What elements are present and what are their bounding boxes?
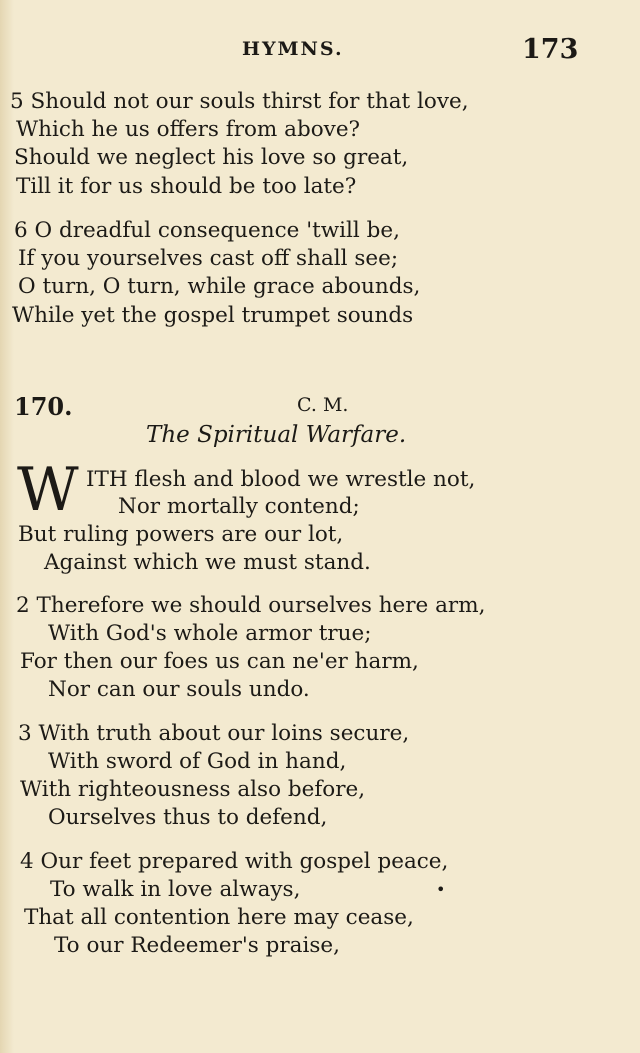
verse-line: Till it for us should be too late? xyxy=(16,174,357,199)
verse-line: Which he us offers from above? xyxy=(16,117,361,142)
verse-line: That all contention here may cease, xyxy=(24,905,414,930)
running-title: HYMNS. xyxy=(242,38,344,60)
page-gutter xyxy=(0,0,14,1053)
verse-line: But ruling powers are our lot, xyxy=(18,522,344,547)
verse-line: Against which we must stand. xyxy=(44,550,371,575)
verse-line: ITH flesh and blood we wrestle not, xyxy=(86,467,476,492)
verse-line: Nor can our souls undo. xyxy=(48,677,310,702)
verse-line: While yet the gospel trumpet sounds xyxy=(12,303,414,328)
verse-line: Nor mortally contend; xyxy=(118,494,360,519)
verse-line: Should we neglect his love so great, xyxy=(14,145,409,170)
verse-line: Ourselves thus to defend, xyxy=(48,805,328,830)
verse-line: If you yourselves cast off shall see; xyxy=(18,246,399,271)
verse-line: 4 Our feet prepared with gospel peace, xyxy=(20,849,449,874)
verse-line: 3 With truth about our loins secure, xyxy=(18,721,410,746)
running-header xyxy=(0,34,640,64)
verse-line: For then our foes us can ne'er harm, xyxy=(20,649,419,674)
verse-line: With sword of God in hand, xyxy=(48,749,347,774)
ink-fleck: • xyxy=(436,880,446,899)
page-number: 173 xyxy=(522,34,579,65)
verse-line: To walk in love always, xyxy=(50,877,301,902)
hymn-title: The Spiritual Warfare. xyxy=(146,422,407,448)
verse-line: 5 Should not our souls thirst for that love, xyxy=(10,89,469,114)
hymn-number: 170. xyxy=(14,392,73,421)
verse-line: With God's whole armor true; xyxy=(48,621,372,646)
drop-cap: W xyxy=(17,455,79,525)
verse-line: 2 Therefore we should ourselves here arm, xyxy=(16,593,486,618)
verse-line: 6 O dreadful consequence 'twill be, xyxy=(14,218,400,243)
verse-line: To our Redeemer's praise, xyxy=(54,933,340,958)
verse-line: With righteousness also before, xyxy=(20,777,366,802)
verse-line: O turn, O turn, while grace abounds, xyxy=(18,274,421,299)
hymn-meter: C. M. xyxy=(297,394,349,416)
